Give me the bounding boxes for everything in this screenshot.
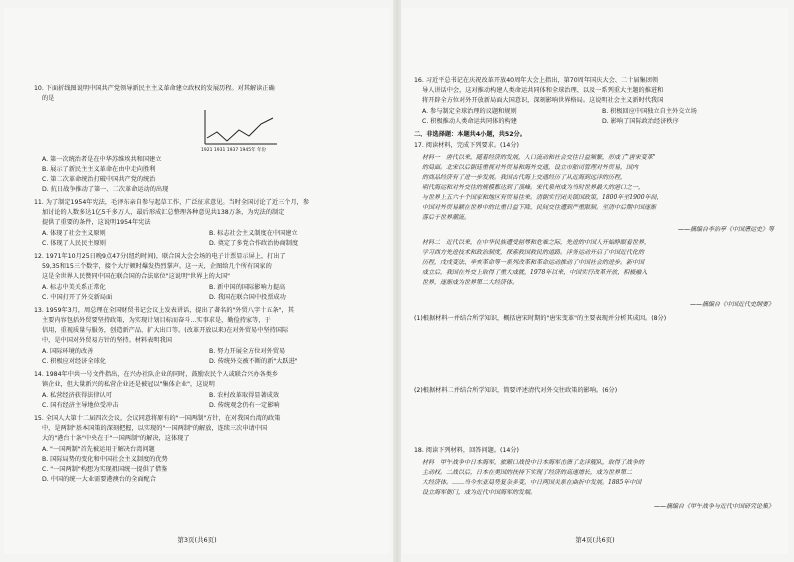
q11-option-b: B. 标志社会主义制度在中国建立: [209, 230, 298, 237]
q16-stem-line3: 将开辟全方位对外开放新局面大国意识，深刻影响世界格局。这说明社会主义新时代我国: [422, 97, 664, 104]
q14-option-c: C. 国有经济主导地位受冲击: [42, 402, 119, 409]
q10-option-b: B. 展示了新民主主义革命在由中走向胜利: [42, 166, 156, 173]
q10-stem-line1: 10. 下面折线图说明中国共产党领导新民主主义革命建立政权的发展历程。对其解读正确: [34, 85, 275, 92]
q17-material2-line1: 材料二 近代以来，在中华民族遭受屈辱和危难之际，先进的中国人开始睁眼看世界，: [422, 239, 651, 246]
q15-stem-line1: 15. 全国人大第十二届四次会议，会议同意将原有的"一国两制"方针，在对我国台湾的政策: [34, 415, 281, 422]
q16-option-d: D. 影响了国际政治经济秩序: [602, 118, 679, 125]
q17-material1-line1: 材料一 唐代以来，随着经济的发展，人口流动和社会交往日益频繁，形成了"唐宋变革": [422, 154, 656, 161]
q11-stem-line2: 加讨论的人数多达1亿5千多万人，最后形成汇总整理各种意见共138万条，为宪法的制定: [42, 209, 285, 216]
q15-option-c: C. "一国两制"构想为实现祖国统一提供了借鉴: [42, 466, 168, 473]
q17-material2-line4: 成立后，我国在外交上取得了重大成就，1978年以来，中国实行改革开放，积极融入: [422, 269, 648, 276]
q16-stem-line1: 16. 习近平总书记在庆祝改革开放40周年大会上指出，第70周年国庆大会、二十届集团领: [414, 77, 659, 84]
q10-option-c: C. 第二次革命统治打破中国共产党的统治: [42, 176, 156, 183]
q17-material2-line2: 学习西方先进技术和政治制度，探索救国救民的道路。洋务运动开启了中国近代化的: [422, 249, 645, 256]
page-fold: [393, 0, 401, 562]
page-number-left: 第3页(共6页): [177, 536, 217, 544]
q14-stem-line2: 镇企业，但大量新兴的私营企业还是被冠以"集体企业"，这说明: [42, 381, 215, 388]
q15-stem-line2: 中，是两制"基本国策的深刻把握，以实现的"一国两制"的解放，连续三次申请中国: [42, 425, 268, 432]
q18-title: 18. 阅读下列材料，回答问题。(14分): [414, 447, 519, 454]
q13-option-d: D. 传统外交被不断的新"大跃进": [209, 358, 298, 365]
q15-option-b: B. 国际局势的变化和中国社会主义制度的优势: [42, 456, 168, 463]
q10-chart-label: 1921 1931 1937 1945年 年份: [201, 148, 267, 153]
q18-material-line1: 材料 甲午战争中日本海军，旅顺口战役中日本海军击溃了北洋舰队，取得了战争的: [422, 459, 645, 466]
page-number-right: 第4页(共6页): [575, 536, 615, 544]
q18-source: ——摘编自《甲午战争与近代中国研究论集》: [653, 503, 774, 510]
q10-option-d: D. 抗日战争推动了第一、二次革命运动的出现: [42, 186, 169, 193]
q17-material1-line5: 与世界上五六十个国家和地区有贸易往来。清朝实行闭关锁国政策，1800年至1900年间，: [422, 194, 663, 201]
q17-subquestion1: (1)根据材料一并结合所学知识，概括唐宋时期的"唐宋变革"的主要表现并分析其成因。(8分): [414, 315, 667, 322]
q17-subquestion2: (2)根据材料二并结合所学知识，简要评述清代对外交往政策的影响。(6分): [414, 387, 618, 394]
q11-option-d: D. 奠定了多党合作政治协商制度: [209, 240, 299, 247]
q17-material2-line5: 世界，逐渐成为世界第二大经济体。: [422, 279, 519, 286]
q11-option-c: C. 体现了人民民主原则: [42, 240, 106, 247]
q16-option-a: A. 参与制定全球治理的议题和规则: [422, 108, 517, 115]
q16-stem-line2: 导人讲话中会，这对推动构建人类命运共同体和全球治理、以及一系列重大主题的推进和: [422, 87, 664, 94]
q14-option-a: A. 私营经济获得法律认可: [42, 392, 112, 399]
q11-stem-line3: 提供了重要的条件，这说明1954年宪法: [42, 219, 151, 226]
q13-option-c: C. 积极应对经济全球化: [42, 358, 106, 365]
q12-stem-line3: 这是全世界人民赞同中国在联合国的合法席位"这说明"世界上的大国": [42, 273, 230, 280]
chart-series-line: [207, 118, 273, 141]
q12-option-a: A. 标志中美关系正常化: [42, 284, 106, 291]
q15-stem-line3: 大的"港台十条"中央在于"一国两制"的解决，这体现了: [42, 435, 190, 442]
q13-option-b: B. 努力开展全方位对外贸易: [209, 348, 286, 355]
q12-option-c: C. 中国打开了外交新局面: [42, 294, 113, 301]
q17-material1-line4: 明代海运和对外交往的规模都达到了顶峰。宋代泉州成为当时世界最大的港口之一，: [422, 184, 645, 191]
q15-option-a: A. "一国两制"首先被运用于解决台湾问题: [42, 446, 155, 453]
q17-source1: ——摘编自李治亭《中国漕运史》等: [677, 226, 774, 233]
right-page: [402, 8, 788, 554]
q10-stem-line2: 的是: [42, 95, 55, 102]
q12-stem-line2: 59,35和15三个数字，接个大厅顿时爆发热烈掌声。这一天，企图给几个所有国家的: [42, 263, 272, 270]
q14-stem-line1: 14. 1984年中共一号文件指出，在兴办社队企业的同时，鼓励农民个人或联合兴办各类乡: [34, 371, 279, 378]
q12-stem-line1: 12. 1971年10月25日晚9点47分(纽约时间)，联合国大会会场的电子计票显示屏上，打出了: [34, 253, 286, 260]
q12-option-b: B. 新中国的国际影响力提高: [209, 284, 286, 291]
q12-option-d: D. 我国在联合国中投票成功: [209, 294, 286, 301]
q11-stem-line1: 11. 为了制定1954年宪法，毛泽东亲自参与起草工作，广泛征求意见。当时全国讨论了近三个月，参: [34, 199, 310, 206]
q17-material1-line3: 的商品经济有了进一步发展。我国古代海上交通经历了从近海到远洋的历程，: [422, 174, 627, 181]
q16-option-b: B. 积极回应中国独立自主外交立场: [602, 108, 697, 115]
q13-stem-line3: 信用，重视质量与服务，创造新产品、扩大出口等。(改革开放以来)在对外贸易中坚持国际: [42, 327, 289, 334]
q17-material2-line3: 历程，戊戌变法、辛亥革命等一系列改革和革命运动推动了中国社会的进步。新中国: [422, 259, 645, 266]
q18-material-line4: 设立海军衙门，成为近代中国海军的发端。: [422, 489, 537, 496]
q11-option-a: A. 体现了社会主义原则: [42, 230, 106, 237]
section-heading: 二、非选择题：本题共4小题，共52分。: [414, 131, 526, 138]
q18-material-line3: 大经济体。……当今东亚局势复杂多变，中日两国关系在曲折中发展。1885年中国: [422, 479, 642, 486]
q14-option-d: D. 传统观念仍有一定影响: [209, 402, 280, 409]
q17-title: 17. 阅读材料，完成下列要求。(14分): [414, 142, 519, 149]
left-page: [4, 8, 390, 554]
q16-option-c: C. 积极推动人类命运共同体的构建: [422, 118, 517, 125]
q17-material1-line2: 的局面。北宋以后朝廷重视对外贸易和海外交通，设立市舶司管理对外贸易，国内: [422, 164, 639, 171]
q13-stem-line4: 中，是中国对外贸易方针的坚持。材料表明我国: [42, 337, 172, 344]
q13-stem-line2: 主要内容包括外贸要坚持政策，为实现计划目标而奋斗...实事求是，勤俭持家等，于: [42, 317, 271, 324]
q15-option-d: D. 中国的统一大业需要港澳台的全面配合: [42, 476, 156, 483]
q13-stem-line1: 13. 1959年3月，周总理在全国财贸书记会议上发表讲话，提出了著名的"外贸八字十五条"，其: [34, 307, 294, 314]
q10-option-a: A. 第一次统治者是在中华苏维埃共和国建立: [42, 156, 162, 163]
q17-source2: ——摘编自《中国近代史纲要》: [689, 301, 774, 308]
q17-material1-line7: 落后于世界潮流。: [422, 214, 471, 221]
q18-material-line2: 主动权。二战以后，日本在美国的扶持下实现了经济的高速增长，成为世界第二: [422, 469, 633, 476]
q13-option-a: A. 国际环境的改善: [42, 348, 94, 355]
q17-material1-line6: 中国对外贸易额在世界中的比重日益下降，民间交往遭到严重限制。至清中后期中国逐渐: [422, 204, 657, 211]
q14-option-b: B. 农村改革取得显著成效: [209, 392, 280, 399]
